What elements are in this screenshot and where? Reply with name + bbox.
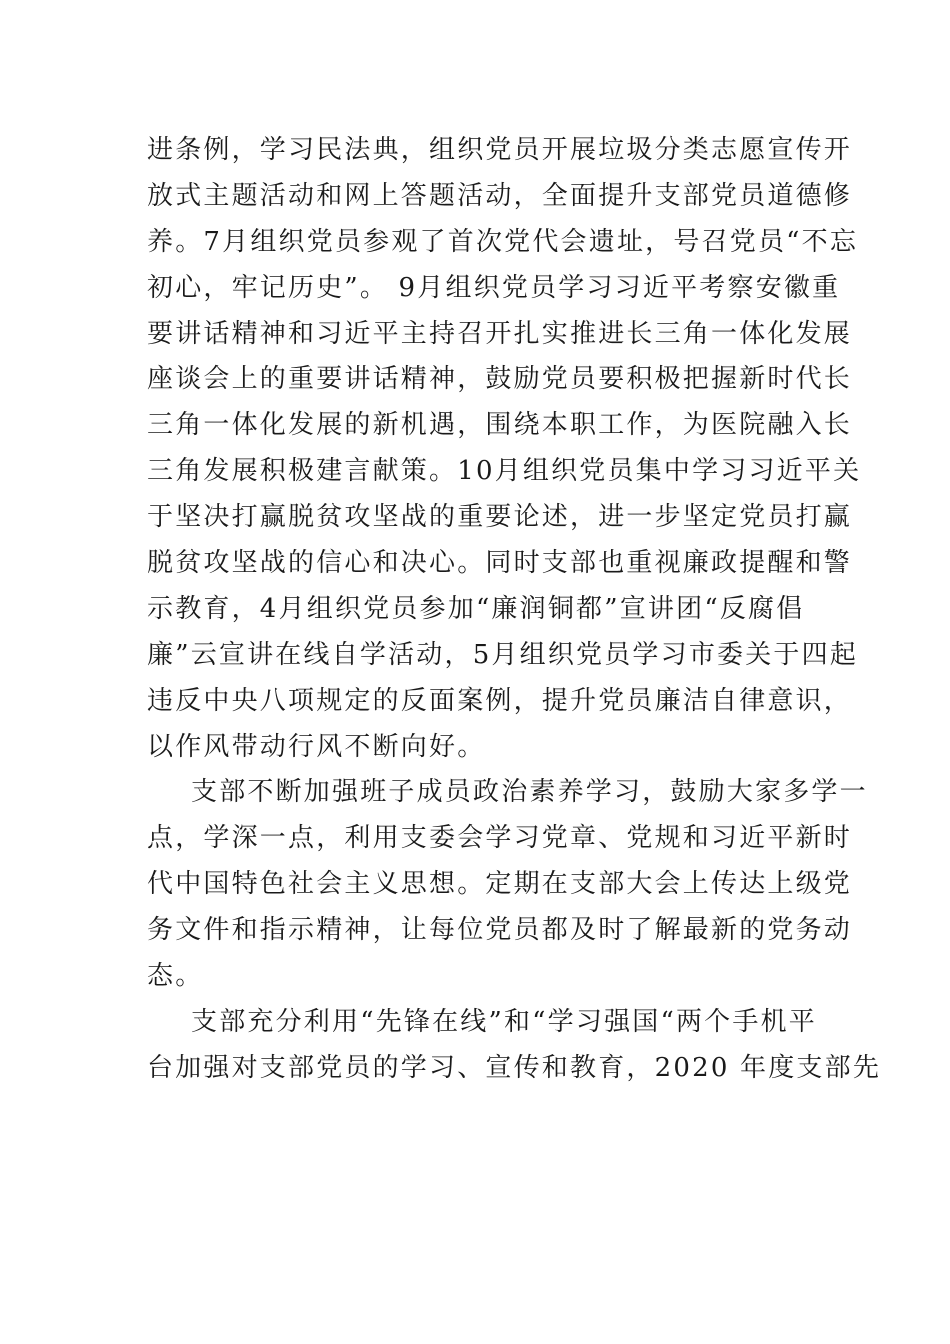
- text-line: 态。: [147, 961, 204, 992]
- text-line: 要讲话精神和习近平主持召开扎实推进长三角一体化发展: [147, 318, 853, 349]
- text-line: 廉”云宣讲在线自学活动，5月组织党员学习市委关于四起: [147, 639, 859, 670]
- text-line: 代中国特色社会主义思想。定期在支部大会上传达上级党: [147, 869, 853, 900]
- text-line: 违反中央八项规定的反面案例，提升党员廉洁自律意识，: [147, 685, 853, 716]
- body-text: [147, 128, 882, 1092]
- text-line: 放式主题活动和网上答题活动，全面提升支部党员道德修: [147, 180, 853, 211]
- paragraph-start-line: 支部不断加强班子成员政治素养学习，鼓励大家多学一: [191, 777, 868, 808]
- text-line: 点，学深一点，利用支委会学习党章、党规和习近平新时: [147, 823, 853, 854]
- text-line: 脱贫攻坚战的信心和决心。同时支部也重视廉政提醒和警: [147, 548, 853, 579]
- text-line: 养。7月组织党员参观了首次党代会遗址，号召党员“不忘: [147, 226, 859, 257]
- text-line: 三角一体化发展的新机遇，围绕本职工作，为医院融入长: [147, 410, 853, 441]
- text-line: 三角发展积极建言献策。10月组织党员集中学习习近平关: [147, 456, 862, 487]
- text-line: 务文件和指示精神，让每位党员都及时了解最新的党务动: [147, 915, 853, 946]
- text-line: 进条例，学习民法典，组织党员开展垃圾分类志愿宣传开: [147, 135, 853, 165]
- text-line: 示教育，4月组织党员参加“廉润铜都”宣讲团“反腐倡: [147, 593, 805, 624]
- text-line: 座谈会上的重要讲话精神，鼓励党员要积极把握新时代长: [147, 364, 853, 395]
- text-line: 台加强对支部党员的学习、宣传和教育，2020 年度支部先: [147, 1052, 882, 1083]
- text-line: 初心，牢记历史”。 9月组织党员学习习近平考察安徽重: [147, 272, 841, 303]
- paragraph-start-line: 支部充分利用“先锋在线”和“学习强国“两个手机平: [191, 1006, 817, 1037]
- text-line: 于坚决打赢脱贫攻坚战的重要论述，进一步坚定党员打赢: [147, 502, 853, 533]
- text-line: 以作风带动行风不断向好。: [147, 731, 486, 762]
